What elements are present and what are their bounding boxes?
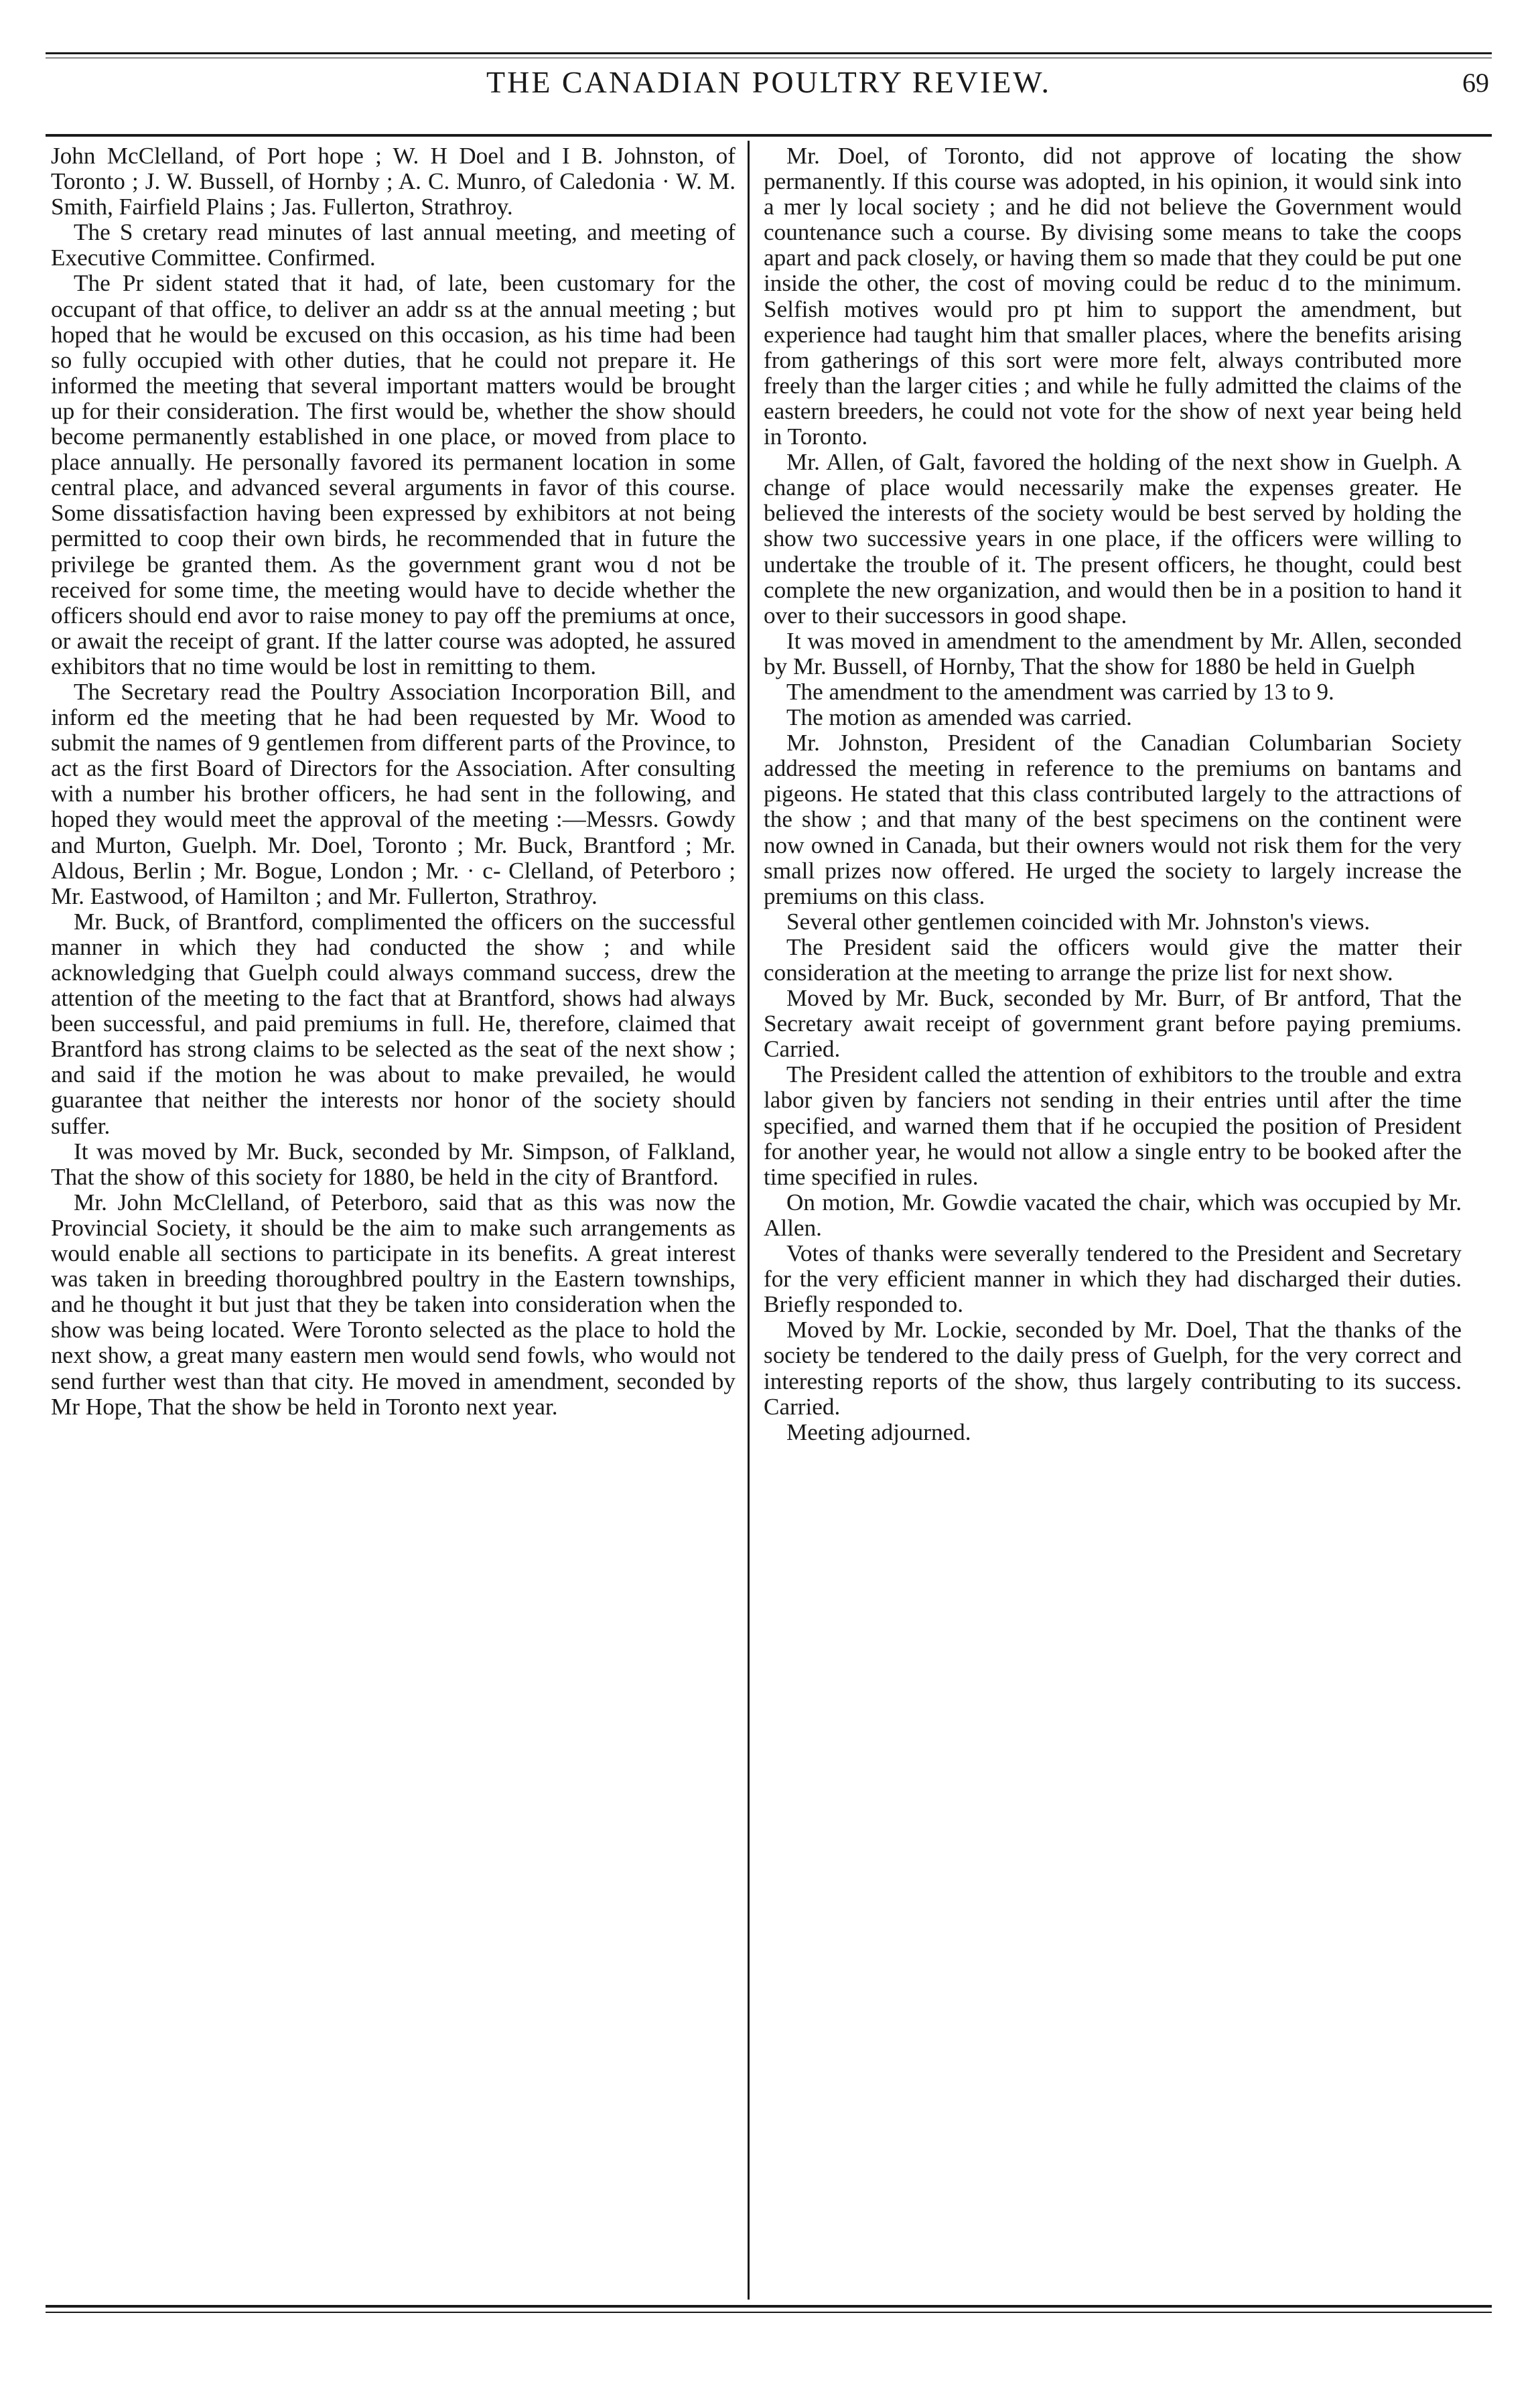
page-header — [46, 64, 1492, 125]
paragraph: Moved by Mr. Buck, seconded by Mr. Burr, of Br antford, That the Secretary await receipt of government grant before paying premiums. Carried. — [764, 985, 1462, 1063]
paragraph: John McClelland, of Port hope ; W. H Doel and I B. Johnston, of Toronto ; J. W. Bussell, of Hornby ; A. C. Munro, of Caledonia · W. M. Smith, Fairfield Plains ; Jas. Fullerton, Strathroy. — [51, 143, 736, 220]
paragraph: Moved by Mr. Lockie, seconded by Mr. Doel, That the thanks of the society be tendered to the daily press of Guelph, for the very correct and interesting reports of the show, thus largely contributing to its success. Carried. — [764, 1317, 1462, 1420]
paragraph: The Secretary read the Poultry Association Incorporation Bill, and inform ed the meeting that he had been requested by Mr. Wood to submit the names of 9 gentlemen from different parts of the Province, to act as the first Board of Directors for the Association. After consulting with a number his brother officers, he had sent in the following, and hoped they would meet the approval of the meeting :—Messrs. Gowdy and Murton, Guelph. Mr. Doel, Toronto ; Mr. Buck, Brantford ; Mr. Aldous, Berlin ; Mr. Bogue, London ; Mr. · c- Clelland, of Peterboro ; Mr. Eastwood, of Hamilton ; and Mr. Fullerton, Strathroy. — [51, 678, 736, 909]
header-rule — [46, 134, 1492, 137]
paragraph: The motion as amended was carried. — [786, 704, 1132, 731]
paragraph: Mr. John McClelland, of Peterboro, said that as this was now the Provincial Society, it should be the aim to make such arrangements as would enable all sections to participate in its benefits. A great interest was taken in breeding thoroughbred poultry in the Eastern townships, and he thought it but just that they be taken into consideration when the show was being located. Were Toronto selected as the place to hold the next show, a great many eastern men would send fowls, who would not send further west than that city. He moved in amendment, seconded by Mr Hope, That the show be held in Toronto next year. — [51, 1189, 736, 1420]
paragraph: The S cretary read minutes of last annual meeting, and meeting of Executive Committee. Confirmed. — [51, 219, 736, 271]
paragraph: The Pr sident stated that it had, of late, been customary for the occupant of that office, to deliver an addr ss at the annual meeting ; but hoped that he would be excused on this occasion, as his time had been so fully occupied with other duties, that he could not prepare it. He informed the meeting that several important matters would be brought up for their consideration. The first would be, whether the show should become permanently established in one place, or moved from place to place annually. He personally favored its permanent location in some central place, and advanced several arguments in favor of this course. Some dissatisfaction having been expressed by exhibitors at not being permitted to coop their own birds, he recommended that in future the privilege be granted them. As the government grant wou d not be received for some time, the meeting would have to decide whether the officers should end avor to raise money to pay off the premiums at once, or await the receipt of grant. If the latter course was adopted, he assured exhibitors that no time would be lost in remitting to them. — [51, 270, 736, 679]
paragraph: Mr. Doel, of Toronto, did not approve of locating the show permanently. If this course was adopted, in his opinion, it would sink into a mer ly local society ; and he did not believe the Government would countenance such a course. By divising some means to take the coops apart and pack closely, or having them so made that they could be put one inside the other, the cost of moving could be reduc d to the minimum. Selfish motives would pro pt him to support the amendment, but experience had taught him that smaller places, where the benefits arising from gatherings of this sort were more felt, always contributed more freely than the larger cities ; and while he fully admitted the claims of the eastern breeders, he could not vote for the show of next year being held in Toronto. — [764, 143, 1462, 450]
paragraph: It was moved in amendment to the amendment by Mr. Allen, seconded by Mr. Bussell, of Hornby, That the show for 1880 be held in Guelph — [764, 627, 1462, 679]
left-column — [51, 143, 736, 1420]
paragraph: Votes of thanks were severally tendered to the President and Secretary for the very efficient manner in which they had discharged their duties. Briefly responded to. — [764, 1240, 1462, 1318]
column-divider — [748, 141, 750, 2300]
paragraph: Several other gentlemen coincided with Mr. Johnston's views. — [786, 908, 1371, 935]
paragraph: The President said the officers would give the matter their consideration at the meeting to arrange the prize list for next show. — [764, 933, 1462, 986]
paragraph: The President called the attention of exhibitors to the trouble and extra labor given by fanciers not sending in their entries until after the time specified, and warned them that if he occupied the position of President for another year, he would not allow a single entry to be booked after the time specified in rules. — [764, 1061, 1462, 1190]
paragraph: On motion, Mr. Gowdie vacated the chair, which was occupied by Mr. Allen. — [764, 1189, 1462, 1241]
footer-thin-rule — [46, 2312, 1492, 2313]
paragraph: Mr. Johnston, President of the Canadian Columbarian Society addressed the meeting in reference to the premiums on bantams and pigeons. He stated that this class contributed largely to the attractions of the show ; and that many of the best specimens on the continent were now owned in Canada, but their owners would not risk them for the very small prizes now offered. He urged the society to largely increase the premiums on this class. — [764, 730, 1462, 909]
paragraph: Mr. Buck, of Brantford, complimented the officers on the successful manner in which they had conducted the show ; and while acknowledging that Guelph could always command success, drew the attention of the meeting to the fact that at Brantford, shows had always been successful, and paid premiums in full. He, therefore, claimed that Brantford has strong claims to be selected as the seat of the next show ; and said if the motion he was about to make prevailed, he would guarantee that neither the interests nor honor of the society should suffer. — [51, 908, 736, 1139]
page-title: THE CANADIAN POULTRY REVIEW. — [486, 65, 1051, 99]
paragraph: The amendment to the amendment was carried by 13 to 9. — [786, 678, 1334, 705]
right-column — [764, 143, 1462, 1445]
page-number: 69 — [1462, 68, 1489, 98]
top-border-rule — [46, 52, 1492, 54]
footer-rule — [46, 2305, 1492, 2308]
paragraph: Meeting adjourned. — [786, 1418, 971, 1445]
paragraph: Mr. Allen, of Galt, favored the holding of the next show in Guelph. A change of place would necessarily make the expenses greater. He believed the interests of the society would be best served by holding the show two successive years in one place, if the officers were willing to undertake the trouble of it. The present officers, he thought, could best complete the new organization, and would then be in a position to hand it over to their successors in good shape. — [764, 449, 1462, 628]
paragraph: It was moved by Mr. Buck, seconded by Mr. Simpson, of Falkland, That the show of this society for 1880, be held in the city of Brantford. — [51, 1138, 736, 1190]
